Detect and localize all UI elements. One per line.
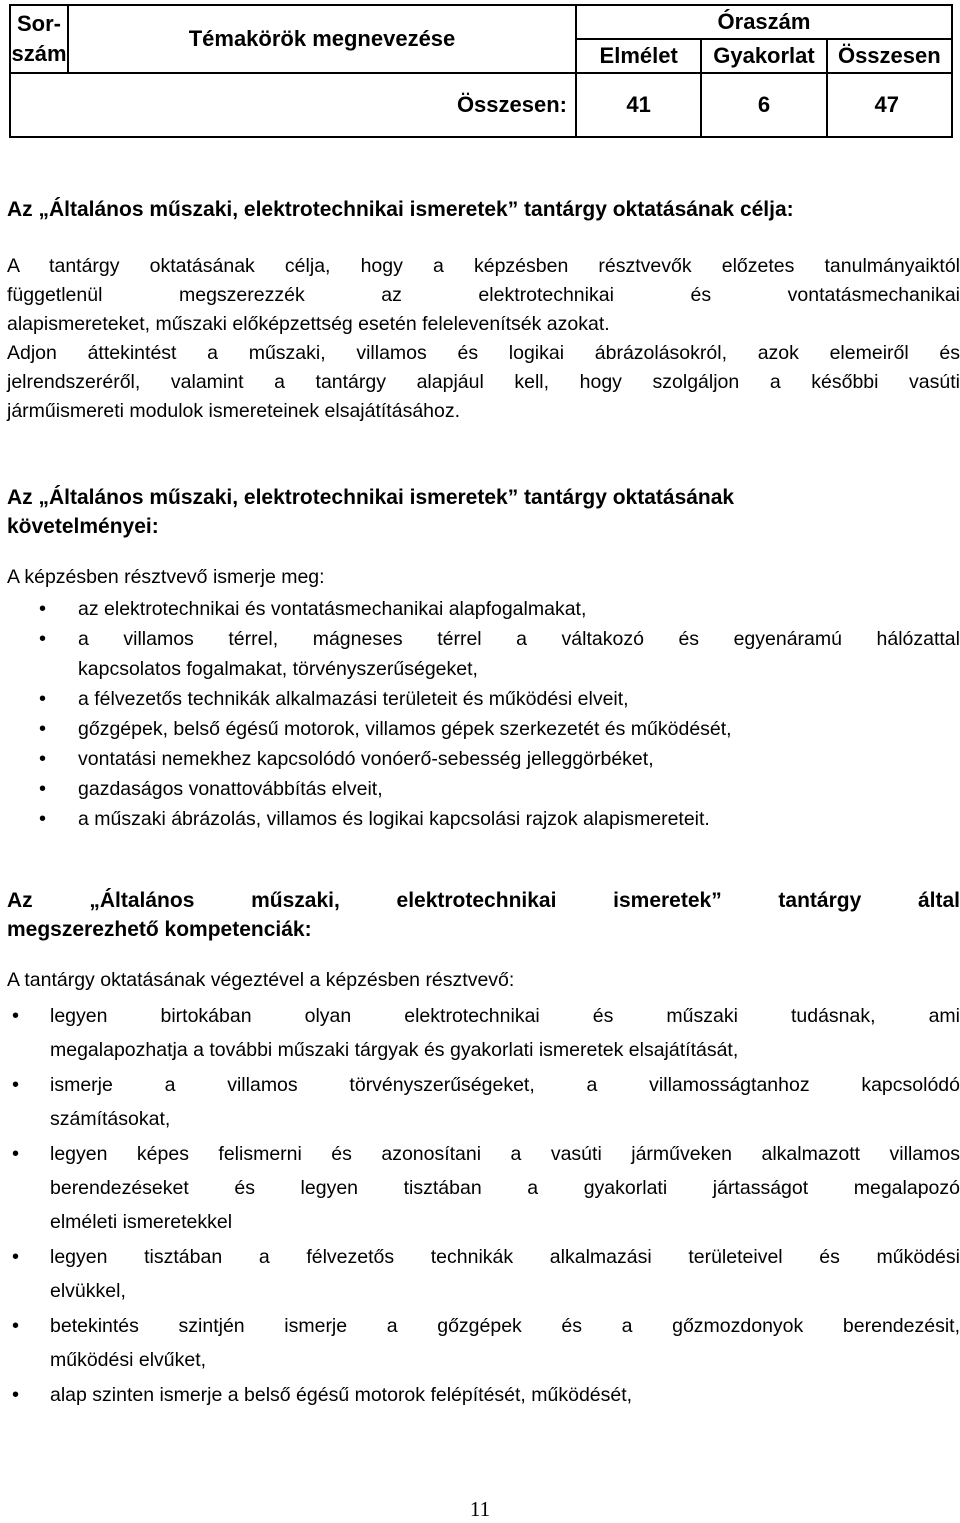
- competencies-list: [7, 999, 960, 1412]
- competencies-intro: A tantárgy oktatásának végeztével a képzésben résztvevő:: [7, 969, 515, 991]
- col-practice-header: Gyakorlat: [701, 39, 826, 73]
- col-number-header: [10, 5, 68, 73]
- page-number: 11: [469, 1497, 491, 1521]
- competencies-heading-line1: Az „Általános műszaki, elektrotechnikai ismeretek” tantárgy által: [7, 889, 960, 912]
- total-theory: 41: [576, 73, 701, 137]
- list-item: • a villamos térrel, mágneses térrel a váltakozó és egyenáramú hálózattal kapcsolatos fogalmakat, törvényszerűségeket,: [7, 624, 960, 684]
- text-line: A tantárgy oktatásának célja, hogy a képzésben résztvevők előzetes tanulmányaiktól: [7, 255, 960, 277]
- col-number-line2: szám: [11, 41, 67, 66]
- requirements-heading-line2: követelményei:: [7, 515, 159, 538]
- list-item: • az elektrotechnikai és vontatásmechanikai alapfogalmakat,: [7, 594, 960, 624]
- table-header-row: [10, 5, 952, 39]
- table-total-row: [10, 73, 952, 137]
- list-item: • ismerje a villamos törvényszerűségeket, a villamosságtanhoz kapcsolódó számításokat,: [7, 1068, 960, 1136]
- list-item: • legyen tisztában a félvezetős technikák alkalmazási területeivel és működési elvükkel,: [7, 1240, 960, 1308]
- col-total-header: Összesen: [827, 39, 952, 73]
- list-item: • a félvezetős technikák alkalmazási területeit és működési elveit,: [7, 684, 960, 714]
- list-item: • legyen képes felismerni és azonosítani a vasúti járműveken alkalmazott villamos berendezéseket és legyen tisztában a gyakorlati jártasságot megalapozó elméleti ismeretekkel: [7, 1137, 960, 1239]
- text-line: Adjon áttekintést a műszaki, villamos és logikai ábrázolásokról, azok elemeiről és: [7, 342, 960, 364]
- text-line: jelrendszeréről, valamint a tantárgy alapjául kell, hogy szolgáljon a későbbi vasúti: [7, 371, 960, 393]
- col-hours-header: Óraszám: [576, 5, 952, 39]
- list-item: • vontatási nemekhez kapcsolódó vonóerő-sebesség jelleggörbéket,: [7, 744, 960, 774]
- col-number-line1: Sor-: [17, 11, 61, 36]
- text-line: függetlenül megszerezzék az elektrotechnikai és vontatásmechanikai: [7, 284, 960, 306]
- competencies-heading-line2: megszerezhető kompetenciák:: [7, 918, 312, 941]
- hours-table: [9, 4, 953, 138]
- text-line: alapismereteket, műszaki előképzettség esetén felelevenítsék azokat.: [7, 313, 610, 335]
- list-item: • betekintés szintjén ismerje a gőzgépek és a gőzmozdonyok berendezésit, működési elvűket,: [7, 1309, 960, 1377]
- competencies-heading: [7, 886, 960, 944]
- requirements-intro: A képzésben résztvevő ismerje meg:: [7, 566, 325, 588]
- list-item: • alap szinten ismerje a belső égésű motorok felépítését, működését,: [7, 1378, 960, 1412]
- requirements-heading-line1: Az „Általános műszaki, elektrotechnikai ismeretek” tantárgy oktatásának: [7, 486, 735, 509]
- requirements-list: [7, 594, 960, 834]
- list-item: • gazdaságos vonattovábbítás elveit,: [7, 774, 960, 804]
- list-item: • a műszaki ábrázolás, villamos és logikai kapcsolási rajzok alapismereteit.: [7, 804, 960, 834]
- col-topic-header: Témakörök megnevezése: [68, 5, 576, 73]
- goal-heading: Az „Általános műszaki, elektrotechnikai ismeretek” tantárgy oktatásának célja:: [7, 198, 794, 221]
- total-label: Összesen:: [10, 73, 576, 137]
- col-theory-header: Elmélet: [576, 39, 701, 73]
- goal-paragraph-1: [7, 252, 960, 339]
- list-item: • legyen birtokában olyan elektrotechnikai és műszaki tudásnak, ami megalapozhatja a további műszaki tárgyak és gyakorlati ismeretek elsajátítását,: [7, 999, 960, 1067]
- text-line: járműismereti modulok ismereteinek elsajátításához.: [7, 400, 461, 422]
- total-total: 47: [827, 73, 952, 137]
- goal-paragraph-2: [7, 339, 960, 426]
- document-body: [7, 195, 960, 1413]
- list-item: • gőzgépek, belső égésű motorok, villamos gépek szerkezetét és működését,: [7, 714, 960, 744]
- total-practice: 6: [701, 73, 826, 137]
- requirements-heading: [7, 483, 960, 541]
